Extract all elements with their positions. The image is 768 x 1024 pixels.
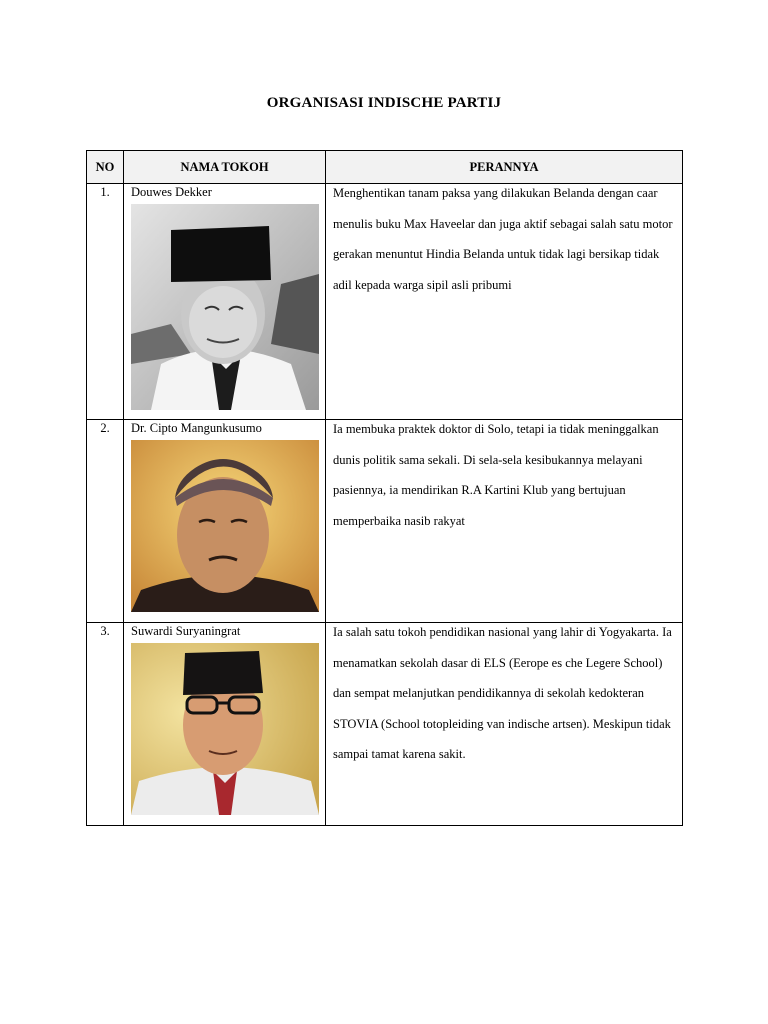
table-row (87, 184, 683, 420)
role-text: Ia membuka praktek doktor di Solo, tetapi ia tidak meninggalkan dunis politik sama sekali. Di sela-sela kesibukannya melayani pasiennya, ia mendirikan R.A Kartini Klub yang bertujuan memperbaika nasib rakyat (333, 422, 659, 528)
table-row (87, 623, 683, 826)
figure-name: Dr. Cipto Mangunkusumo (131, 421, 262, 435)
header-no: NO (87, 151, 124, 184)
header-role: PERANNYA (326, 151, 683, 184)
table-row (87, 420, 683, 623)
role-text: Menghentikan tanam paksa yang dilakukan Belanda dengan caar menulis buku Max Haveelar dan juga aktif sebagai salah satu motor gerakan menuntut Hindia Belanda untuk tidak lagi bersikap tidak adil kepada warga sipil asli pribumi (333, 186, 673, 292)
row-number: 1. (87, 184, 124, 420)
row-number: 3. (87, 623, 124, 826)
portrait-suwardi-suryaningrat (131, 643, 319, 815)
page-title: ORGANISASI INDISCHE PARTIJ (266, 95, 502, 111)
portrait-douwes-dekker (131, 204, 319, 410)
role-cell (326, 420, 683, 623)
row-number: 2. (87, 420, 124, 623)
header-name: NAMA TOKOH (124, 151, 326, 184)
portrait-cipto-mangunkusumo (131, 440, 319, 612)
name-cell (124, 623, 326, 826)
figures-table (86, 150, 683, 826)
name-cell (124, 184, 326, 420)
figure-name: Douwes Dekker (131, 185, 212, 199)
role-cell (326, 184, 683, 420)
role-text: Ia salah satu tokoh pendidikan nasional yang lahir di Yogyakarta. Ia menamatkan sekolah dasar di ELS (Eerope es che Legere School) dan sempat melanjutkan pendidikannya di sekolah kedokteran STOVIA (School totopleiding van indische artsen). Meskipun tidak sampai tamat karena sakit. (333, 625, 672, 761)
figure-name: Suwardi Suryaningrat (131, 624, 241, 638)
name-cell (124, 420, 326, 623)
role-cell (326, 623, 683, 826)
